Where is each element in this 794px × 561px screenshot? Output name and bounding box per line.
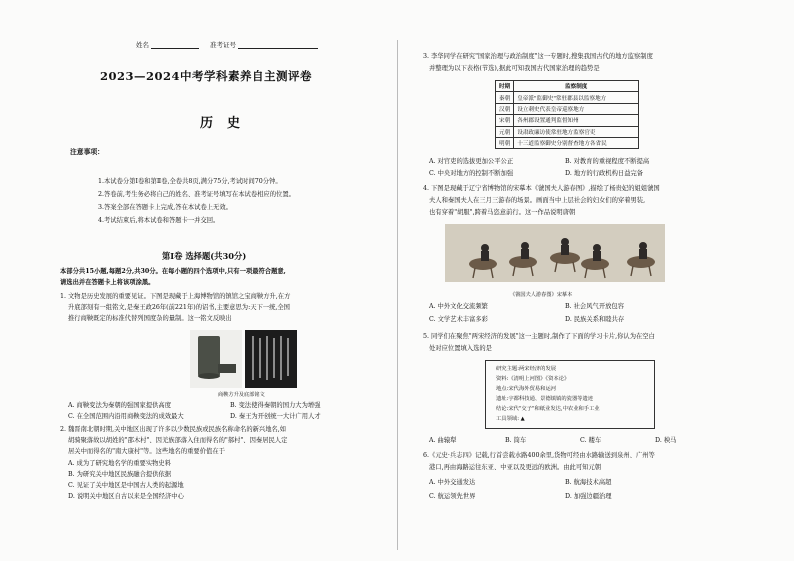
q2-stem: 胡骑聚落故以胡姓的"邵木村"、因羌族部落入住而得名的"郝村"、因秦居民人定 [68,437,288,444]
q5-stem: 处对应位置填入选的是 [429,345,492,352]
q1-option-c: C. 在全国范围内沿用商鞅变法的成效最大 [68,413,184,420]
card-line: 地点:宋代海外贸易和运河 [496,386,557,392]
q2-option-c: C. 见证了关中地区是中国古人类的起源地 [68,482,184,489]
card-line: 研究主题:两宋经济的发展 [496,366,557,372]
part1-instruction: 请选出并在答题卡上将该项涂黑。 [60,279,155,286]
q6-stem: 港口,再由海路运往东亚、中亚以及更远的欧洲。由此可知元朝 [429,464,602,471]
q4-caption: 《虢国夫人游春图》宋摹本 [510,292,573,298]
notice-heading: 注意事项： [70,148,104,156]
q1-option-b: B. 变法使得秦朝的国力大为增强 [230,402,321,409]
q1-option-d: D. 秦王为开创统一大计广用人才 [230,413,321,420]
q2-option-b: B. 为研究关中地区民族融合提供依据 [68,471,172,478]
table-row [496,137,639,148]
table-cell: 设肃政廉访使常驻地方监察官吏 [514,126,639,137]
q4-option-a: A. 中外文化交流频繁 [429,303,488,310]
q2-option-d: D. 说明关中地区自古以来是全国经济中心 [68,493,184,500]
q6-option-b: B. 航海技术高超 [565,479,612,486]
bronze-measure-image [190,330,242,388]
table-cell: 秦朝 [496,92,514,103]
q6-option-a: A. 中外交通发达 [429,479,476,486]
q4-stem: 4. 下图是现藏于辽宁省博物馆的宋摹本《虢国夫人游春图》,描绘了杨贵妃的姐姐虢国 [423,185,660,192]
q3-option-b: B. 对教育的重视程度不断提高 [565,158,650,165]
card-line: 结论:宋代"交子"和纸业发达,中农业和手工业 [496,406,600,412]
table-cell: 宋朝 [496,115,514,126]
q4-option-c: C. 文学艺术丰富多彩 [429,316,488,323]
q1-stem: 推行商鞅既定的标准代替列国度杂的量制。这一铭文反映出 [68,315,232,322]
q1-stem: 1. 文物是历史发展的重要见证。下图是现藏于上海博物馆的镇馆之宝商鞅方升,在方 [60,293,291,300]
q5-study-card [485,360,655,429]
q3-stem: 3. 李华同学在研究"国家治理与政治制度"这一专题时,搜集我国古代的地方监察制度 [423,53,653,60]
table-header: 监察制度 [514,81,639,92]
q3-stem: 并整理为以下表格(节选),据此可知我国古代国家治理的趋势是 [429,65,600,72]
card-line: 工具领域: ▲ [496,416,525,422]
q3-option-c: C. 中央对地方的控制不断加强 [429,170,514,177]
q2-option-a: A. 成为了研究地名学的重要实物史料 [68,460,172,467]
inscription-image [245,330,297,388]
table-cell: 明朝 [496,137,514,148]
table-cell: 各州郡设置通判监督知州 [514,115,639,126]
table-cell: 皇帝派"监御史"常驻郡县以监察地方 [514,92,639,103]
q6-option-d: D. 加强边疆治理 [565,493,612,500]
table-cell: 设立刺史代表皇帝巡察地方 [514,103,639,114]
table-cell: 十三道监察御史分别督查地方各省民 [514,137,639,148]
q5-option-c: C. 耧车 [580,437,602,444]
notice-item: 3.答案全部在答题卡上完成,答在本试卷上无效。 [98,204,232,211]
q1-caption: 商鞅方升及底部铭文 [218,392,265,398]
q3-supervision-table [495,80,639,149]
table-row [496,92,639,103]
part1-instruction: 本部分共15小题,每题2分,共30分。在每小题的四个选项中,只有一项最符合题意, [60,268,286,275]
notice-item: 2.答卷前,考生务必将自己的姓名、准考证号填写在本试卷相应的位置。 [98,191,295,198]
part1-heading: 第Ⅰ卷 选择题(共30分) [162,251,247,261]
exam-no-field [210,41,318,49]
exam-no-blank [238,42,318,49]
q5-stem: 5. 同学们在聚焦"两宋经济的发展"这一主题时,制作了下面的学习卡片,你认为在空白 [423,333,655,340]
name-field [136,41,199,49]
table-row [496,115,639,126]
card-line: 资料:《清明上河图》《资本论》 [496,376,570,382]
card-line: 遗址:宇都科技通、景德镇镇的瓷器等遗迹 [496,396,594,402]
q4-option-d: D. 民族关系和睦共存 [565,316,625,323]
spring-outing-painting [445,224,665,282]
exam-title: 2023—2024中考学科素养自主测评卷 [100,69,313,83]
q6-option-c: C. 航运领先世界 [429,493,476,500]
subject-title: 历史 [200,116,255,131]
q5-option-a: A. 曲辕犁 [429,437,457,444]
q4-option-b: B. 社会风气开放包容 [565,303,625,310]
table-cell: 汉朝 [496,103,514,114]
painting-image [445,224,665,282]
q4-stem: 夫人和秦国夫人在三月三游春的场景。画面当中上层社会的妇女们的穿着男装, [429,197,646,204]
q2-stem: 居关中而得名的"南大康村"等。这些地名的重要价值在于 [68,448,225,455]
bronze-measure-photo [190,330,242,388]
notice-item: 1.本试卷分第Ⅰ卷和第Ⅱ卷,全卷共8页,满分75分,考试时间70分钟。 [98,178,282,185]
q3-option-a: A. 对官吏的选拔更加公平公正 [429,158,514,165]
q1-stem: 升底部刻有一组铭文,是秦王政26年(前221年)的诏书,主要意思为:天下一统,全国 [68,304,290,311]
q4-stem: 也有穿着"胡服",跨着马恣意前行。这一作品说明唐朝 [429,209,576,216]
table-row [496,103,639,114]
q2-stem: 2. 魏晋南北朝时期,关中地区出现了许多以少数民族或民族名称命名的新兴地名,如 [60,426,287,433]
column-divider [397,40,398,550]
exam-no-label: 准考证号 [210,41,236,49]
q5-option-d: D. 秧马 [655,437,677,444]
table-cell: 元朝 [496,126,514,137]
notice-item: 4.考试结束后,将本试卷和答题卡一并交回。 [98,217,220,224]
name-blank [151,42,199,49]
inscription-rubbing [245,330,297,388]
q6-stem: 6.《元史·兵志四》记载,行首尝载水路400余里,货物可经由水路输送到泉州、广州等 [423,452,655,459]
table-row [496,126,639,137]
q5-option-b: B. 筒车 [505,437,527,444]
q3-option-d: D. 地方的行政机构日益完备 [565,170,644,177]
table-header-row [496,81,639,92]
q1-option-a: A. 商鞅变法为秦朝的强国家提供高度 [68,402,172,409]
table-header: 时期 [496,81,514,92]
name-label: 姓名 [136,41,149,49]
